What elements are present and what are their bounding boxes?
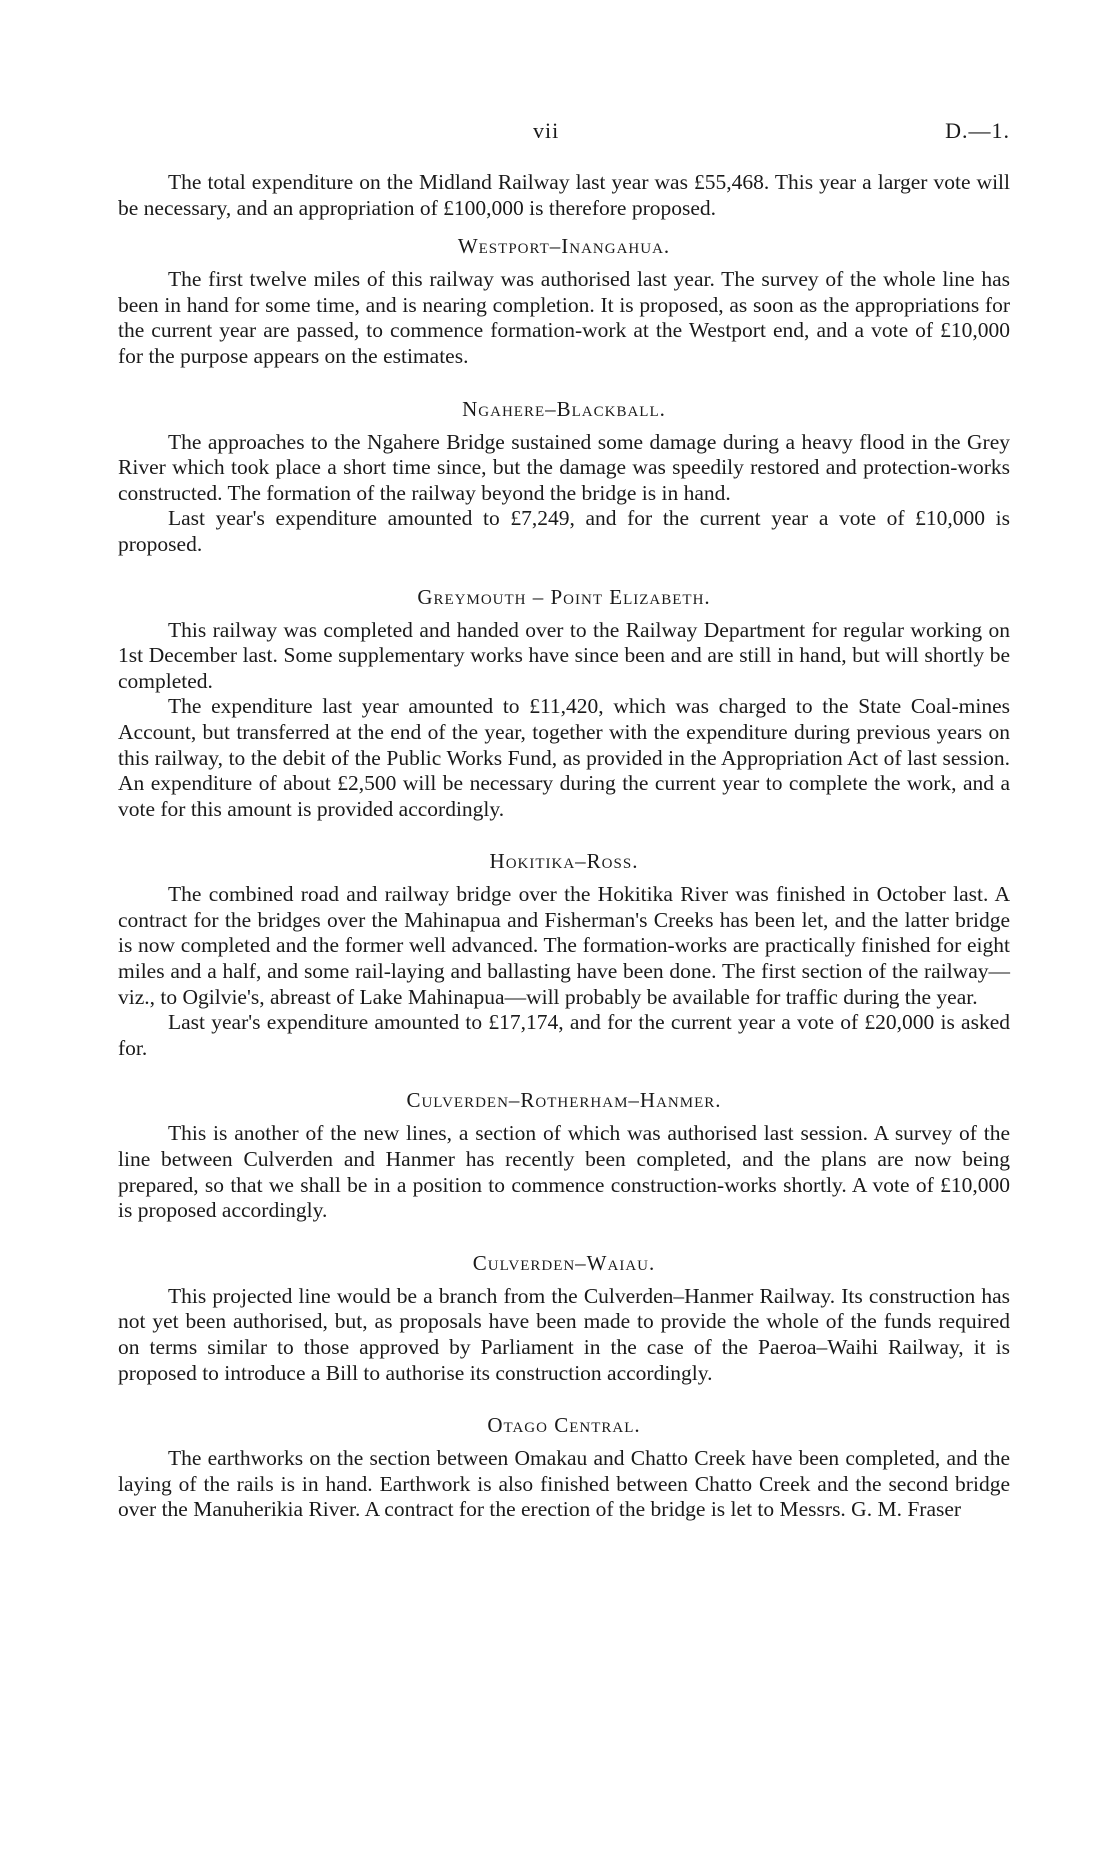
paragraph: Last year's expenditure amounted to £17,174, and for the current year a vote of £20,000 is asked for. bbox=[118, 1010, 1010, 1060]
paragraph: The first twelve miles of this railway was authorised last year. The survey of the whole line has been in hand for some time, and is nearing completion. It is proposed, as soon as the appropriations for the current year are passed, to commence formation-work at the Westport end, and a vote of £10,000 for the purpose appears on the estimates. bbox=[118, 267, 1010, 368]
section-heading-otago-central: Otago Central. bbox=[487, 1413, 641, 1438]
paragraph: This projected line would be a branch from the Culverden–Hanmer Railway. Its construction has not yet been authorised, but, as proposals have been made to provide the whole of the funds required on terms similar to those approved by Parliament in the case of the Paeroa–Waihi Railway, it is proposed to introduce a Bill to authorise its construction accordingly. bbox=[118, 1283, 1010, 1385]
paragraph: This is another of the new lines, a section of which was authorised last session. A survey of the line between Culverden and Hanmer has recently been completed, and the plans are now being prepared, so that we shall be in a position to commence construction-works shortly. A vote of £10,000 is proposed accordingly. bbox=[118, 1121, 1010, 1223]
paragraph: The expenditure last year amounted to £11,420, which was charged to the State Coal-mines Account, but transferred at the end of the year, together with the expenditure during previous years on this railway, to the debit of the Public Works Fund, as provided in the Appropriation Act of last session. An expenditure of about £2,500 will be necessary during the current year to complete the work, and a vote for this amount is provided accordingly. bbox=[118, 694, 1010, 821]
intro-paragraph: The total expenditure on the Midland Railway last year was £55,468. This year a larger vote will be necessary, and an appropriation of £100,000 is therefore proposed. bbox=[118, 170, 1010, 220]
section-heading-culverden-waiau: Culverden–Waiau. bbox=[472, 1250, 656, 1275]
page-number: vii bbox=[533, 118, 560, 143]
paragraph: This railway was completed and handed over to the Railway Department for regular working on 1st December last. Some supplementary works have since been and are still in hand, but will shortly be completed. bbox=[118, 617, 1010, 693]
paragraph: The approaches to the Ngahere Bridge sustained some damage during a heavy flood in the Grey River which took place a short time since, but the damage was speedily restored and protection-works constructed. The formation of the railway beyond the bridge is in hand. bbox=[118, 429, 1010, 505]
document-code: D.—1. bbox=[945, 118, 1010, 143]
section-heading-greymouth-point-elizabeth: Greymouth – Point Elizabeth. bbox=[417, 584, 711, 609]
paragraph: Last year's expenditure amounted to £7,249, and for the current year a vote of £10,000 is proposed. bbox=[118, 506, 1010, 556]
section-heading-hokitika-ross: Hokitika–Ross. bbox=[489, 849, 639, 874]
document-body bbox=[118, 170, 1010, 1523]
section-heading-ngahere-blackball: Ngahere–Blackball. bbox=[462, 396, 666, 421]
section-heading-culverden-rotherham-hanmer: Culverden–Rotherham–Hanmer. bbox=[406, 1088, 722, 1113]
paragraph: The earthworks on the section between Omakau and Chatto Creek have been completed, and the laying of the rails is in hand. Earthwork is also finished between Chatto Creek and the second bridge over the Manuherikia River. A contract for the erection of the bridge is let to Messrs. G. M. Fraser bbox=[118, 1446, 1010, 1522]
section-heading-westport-inangahua: Westport–Inangahua. bbox=[457, 234, 671, 259]
paragraph: The combined road and railway bridge over the Hokitika River was finished in October last. A contract for the bridges over the Mahinapua and Fisherman's Creeks has been let, and the latter bridge is now completed and the former well advanced. The formation-works are practically finished for eight miles and a half, and some rail-laying and ballasting have been done. The first section of the railway—viz., to Ogilvie's, abreast of Lake Mahinapua—will probably be available for traffic during the year. bbox=[118, 882, 1010, 1009]
